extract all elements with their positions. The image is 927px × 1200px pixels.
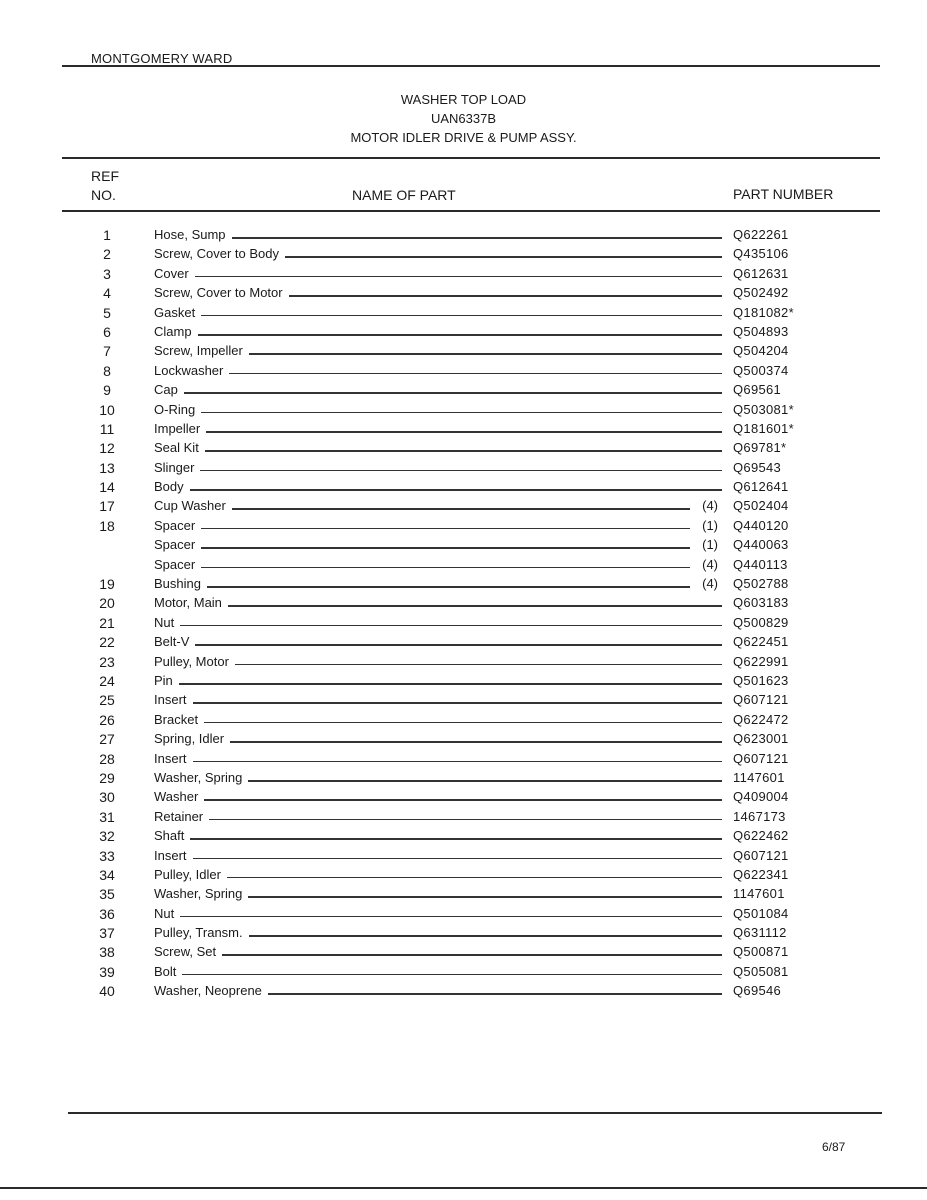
part-number: Q622462 bbox=[733, 828, 789, 844]
part-name: Seal Kit bbox=[154, 440, 205, 455]
leader-line bbox=[160, 586, 690, 588]
table-row bbox=[0, 653, 927, 672]
table-row bbox=[0, 711, 927, 730]
part-number: Q501084 bbox=[733, 905, 789, 921]
part-number: Q501623 bbox=[733, 672, 789, 688]
part-name: Pin bbox=[154, 673, 179, 688]
ref-number: 9 bbox=[103, 382, 111, 399]
part-name: Lockwasher bbox=[154, 363, 229, 378]
part-number: 1147601 bbox=[733, 769, 785, 785]
part-name: Bolt bbox=[154, 964, 182, 979]
part-number: Q607121 bbox=[733, 692, 789, 708]
part-name: Cap bbox=[154, 382, 184, 397]
table-row bbox=[0, 420, 927, 439]
quantity: (1) bbox=[702, 537, 718, 553]
part-number: Q409004 bbox=[733, 789, 789, 805]
part-number: Q502788 bbox=[733, 576, 789, 592]
part-name: Motor, Main bbox=[154, 595, 228, 610]
header-bottom-rule bbox=[62, 210, 880, 212]
part-number: Q607121 bbox=[733, 750, 789, 766]
part-number: Q181601* bbox=[733, 420, 794, 436]
table-row bbox=[0, 459, 927, 478]
part-number: Q612631 bbox=[733, 265, 789, 281]
part-name: Screw, Cover to Body bbox=[154, 246, 285, 261]
ref-number: 21 bbox=[99, 614, 115, 631]
page-code: 6/87 bbox=[822, 1140, 846, 1154]
part-name: Washer, Neoprene bbox=[154, 983, 268, 998]
leader-line bbox=[160, 877, 722, 879]
leader-line bbox=[160, 819, 722, 821]
table-row bbox=[0, 885, 927, 904]
part-number: Q500871 bbox=[733, 944, 789, 960]
ref-number: 36 bbox=[99, 905, 115, 922]
ref-number: 14 bbox=[99, 479, 115, 496]
leader-line bbox=[160, 450, 722, 452]
ref-number: 28 bbox=[99, 750, 115, 767]
ref-number: 30 bbox=[99, 789, 115, 806]
leader-line bbox=[160, 625, 722, 627]
ref-number: 17 bbox=[99, 498, 115, 515]
table-row bbox=[0, 982, 927, 1001]
table-row bbox=[0, 304, 927, 323]
table-row bbox=[0, 963, 927, 982]
part-name: Spacer bbox=[154, 518, 201, 533]
part-number: Q622472 bbox=[733, 711, 789, 727]
leader-line bbox=[160, 567, 690, 569]
table-row bbox=[0, 575, 927, 594]
ref-number: 38 bbox=[99, 944, 115, 961]
part-name: Bracket bbox=[154, 712, 204, 727]
ref-number: 34 bbox=[99, 866, 115, 883]
part-number: Q69546 bbox=[733, 983, 782, 999]
part-number: Q502404 bbox=[733, 498, 789, 514]
ref-label-line2: NO. bbox=[91, 187, 116, 203]
table-row bbox=[0, 827, 927, 846]
ref-label-line1: REF bbox=[91, 168, 119, 184]
ref-number: 35 bbox=[99, 886, 115, 903]
leader-line bbox=[160, 334, 722, 336]
part-number: Q435106 bbox=[733, 246, 789, 262]
table-row bbox=[0, 517, 927, 536]
ref-number: 31 bbox=[99, 808, 115, 825]
leader-line bbox=[160, 644, 722, 646]
ref-number: 32 bbox=[99, 828, 115, 845]
parts-list bbox=[0, 226, 927, 1002]
table-row bbox=[0, 691, 927, 710]
part-number: Q622341 bbox=[733, 866, 789, 882]
leader-line bbox=[160, 974, 722, 976]
table-row bbox=[0, 401, 927, 420]
part-name: Retainer bbox=[154, 809, 209, 824]
part-name: Cover bbox=[154, 266, 195, 281]
ref-number: 8 bbox=[103, 362, 111, 379]
ref-number: 27 bbox=[99, 731, 115, 748]
part-name: Hose, Sump bbox=[154, 227, 232, 242]
part-name: Washer bbox=[154, 789, 204, 804]
part-name: Belt-V bbox=[154, 634, 195, 649]
table-row bbox=[0, 439, 927, 458]
title-line-1: WASHER TOP LOAD bbox=[400, 92, 527, 107]
leader-line bbox=[160, 799, 722, 801]
ref-number: 4 bbox=[103, 285, 111, 302]
part-number: Q504893 bbox=[733, 323, 789, 339]
table-row bbox=[0, 730, 927, 749]
leader-line bbox=[160, 392, 722, 394]
table-row bbox=[0, 362, 927, 381]
part-name: Body bbox=[154, 479, 190, 494]
part-name: Clamp bbox=[154, 324, 198, 339]
ref-number: 13 bbox=[99, 459, 115, 476]
brand-name: MONTGOMERY WARD bbox=[91, 51, 233, 66]
part-name: Screw, Set bbox=[154, 944, 222, 959]
part-name: Pulley, Motor bbox=[154, 654, 235, 669]
leader-line bbox=[160, 412, 722, 414]
ref-number: 5 bbox=[103, 304, 111, 321]
leader-line bbox=[160, 315, 722, 317]
leader-line bbox=[160, 683, 722, 685]
title-line-3: MOTOR IDLER DRIVE & PUMP ASSY. bbox=[350, 130, 577, 145]
table-row bbox=[0, 226, 927, 245]
part-name: Gasket bbox=[154, 305, 201, 320]
part-name: Spacer bbox=[154, 557, 201, 572]
leader-line bbox=[160, 237, 722, 239]
ref-number: 22 bbox=[99, 634, 115, 651]
table-row bbox=[0, 633, 927, 652]
ref-number: 37 bbox=[99, 925, 115, 942]
document-title bbox=[0, 90, 927, 147]
leader-line bbox=[160, 431, 722, 433]
table-row bbox=[0, 788, 927, 807]
part-name: Cup Washer bbox=[154, 498, 232, 513]
part-number: Q440113 bbox=[733, 556, 788, 572]
leader-line bbox=[160, 664, 722, 666]
leader-line bbox=[160, 954, 722, 956]
table-row bbox=[0, 750, 927, 769]
table-row bbox=[0, 323, 927, 342]
part-number: Q622261 bbox=[733, 227, 789, 242]
part-name: Washer, Spring bbox=[154, 886, 248, 901]
ref-number: 40 bbox=[99, 983, 115, 1000]
part-number: Q500829 bbox=[733, 614, 789, 630]
ref-number: 26 bbox=[99, 711, 115, 728]
part-number: Q505081 bbox=[733, 963, 789, 979]
ref-number: 19 bbox=[99, 576, 115, 593]
table-row bbox=[0, 614, 927, 633]
title-line-2: UAN6337B bbox=[430, 111, 497, 126]
table-row bbox=[0, 866, 927, 885]
ref-number: 33 bbox=[99, 847, 115, 864]
leader-line bbox=[160, 276, 722, 278]
table-row bbox=[0, 808, 927, 827]
ref-number: 18 bbox=[99, 517, 115, 534]
part-name: Insert bbox=[154, 751, 193, 766]
part-number: Q612641 bbox=[733, 479, 789, 495]
part-name: Nut bbox=[154, 906, 180, 921]
part-name: Shaft bbox=[154, 828, 190, 843]
ref-number: 20 bbox=[99, 595, 115, 612]
leader-line bbox=[160, 702, 722, 704]
part-number: Q622991 bbox=[733, 653, 789, 669]
part-number: Q623001 bbox=[733, 731, 789, 747]
part-number: 1467173 bbox=[733, 808, 786, 824]
part-number: Q603183 bbox=[733, 595, 789, 611]
part-name: Spacer bbox=[154, 537, 201, 552]
part-name: Insert bbox=[154, 848, 193, 863]
header-top-rule bbox=[62, 157, 880, 159]
part-number: Q502492 bbox=[733, 285, 789, 301]
part-name: Pulley, Transm. bbox=[154, 925, 249, 940]
leader-line bbox=[160, 470, 722, 472]
part-name: Washer, Spring bbox=[154, 770, 248, 785]
part-name: Slinger bbox=[154, 460, 200, 475]
column-header-ref bbox=[91, 167, 119, 205]
ref-number: 7 bbox=[103, 343, 111, 360]
part-number: Q504204 bbox=[733, 343, 789, 359]
ref-number: 23 bbox=[99, 653, 115, 670]
table-row bbox=[0, 847, 927, 866]
table-row bbox=[0, 905, 927, 924]
leader-line bbox=[160, 916, 722, 918]
part-name: Bushing bbox=[154, 576, 207, 591]
quantity: (4) bbox=[702, 498, 718, 514]
table-row bbox=[0, 536, 927, 555]
table-row bbox=[0, 556, 927, 575]
column-header-name: NAME OF PART bbox=[352, 187, 456, 203]
table-row bbox=[0, 769, 927, 788]
part-number: Q440120 bbox=[733, 517, 789, 533]
table-row bbox=[0, 497, 927, 516]
table-row bbox=[0, 284, 927, 303]
part-number: 1147601 bbox=[733, 886, 785, 902]
part-number: Q607121 bbox=[733, 847, 789, 863]
ref-number: 29 bbox=[99, 769, 115, 786]
ref-number: 11 bbox=[99, 420, 115, 437]
leader-line bbox=[160, 741, 722, 743]
part-name: Pulley, Idler bbox=[154, 867, 227, 882]
quantity: (4) bbox=[702, 576, 718, 592]
leader-line bbox=[160, 858, 722, 860]
part-number: Q181082* bbox=[733, 304, 794, 320]
ref-number: 3 bbox=[103, 265, 111, 282]
column-header-part-number: PART NUMBER bbox=[733, 186, 834, 202]
part-number: Q622451 bbox=[733, 634, 789, 650]
leader-line bbox=[160, 489, 722, 491]
table-row bbox=[0, 478, 927, 497]
ref-number: 12 bbox=[99, 440, 115, 457]
part-number: Q69781* bbox=[733, 440, 787, 456]
leader-line bbox=[160, 373, 722, 375]
part-name: Impeller bbox=[154, 421, 206, 436]
part-number: Q69561 bbox=[733, 382, 782, 398]
part-number: Q440063 bbox=[733, 537, 789, 553]
part-number: Q503081* bbox=[733, 401, 794, 417]
table-row bbox=[0, 245, 927, 264]
ref-number: 2 bbox=[103, 246, 111, 263]
leader-line bbox=[160, 508, 690, 510]
footer-rule bbox=[68, 1112, 882, 1114]
leader-line bbox=[160, 761, 722, 763]
part-number: Q631112 bbox=[733, 925, 787, 941]
ref-number: 25 bbox=[99, 692, 115, 709]
ref-number: 6 bbox=[103, 323, 111, 340]
part-name: O-Ring bbox=[154, 402, 201, 417]
ref-number: 1 bbox=[103, 227, 111, 243]
table-row bbox=[0, 672, 927, 691]
part-name: Spring, Idler bbox=[154, 731, 230, 746]
table-row bbox=[0, 265, 927, 284]
leader-line bbox=[160, 547, 690, 549]
leader-line bbox=[160, 838, 722, 840]
part-name: Screw, Impeller bbox=[154, 343, 249, 358]
quantity: (4) bbox=[702, 556, 718, 572]
table-row bbox=[0, 943, 927, 962]
table-row bbox=[0, 342, 927, 361]
ref-number: 10 bbox=[99, 401, 115, 418]
ref-number: 24 bbox=[99, 672, 115, 689]
part-name: Screw, Cover to Motor bbox=[154, 285, 289, 300]
part-number: Q500374 bbox=[733, 362, 789, 378]
ref-number: 39 bbox=[99, 963, 115, 980]
table-row bbox=[0, 381, 927, 400]
leader-line bbox=[160, 722, 722, 724]
part-number: Q69543 bbox=[733, 459, 782, 475]
table-row bbox=[0, 924, 927, 943]
leader-line bbox=[160, 605, 722, 607]
leader-line bbox=[160, 528, 690, 530]
part-name: Insert bbox=[154, 692, 193, 707]
quantity: (1) bbox=[702, 517, 718, 533]
bottom-rule bbox=[0, 1187, 927, 1189]
table-row bbox=[0, 594, 927, 613]
part-name: Nut bbox=[154, 615, 180, 630]
